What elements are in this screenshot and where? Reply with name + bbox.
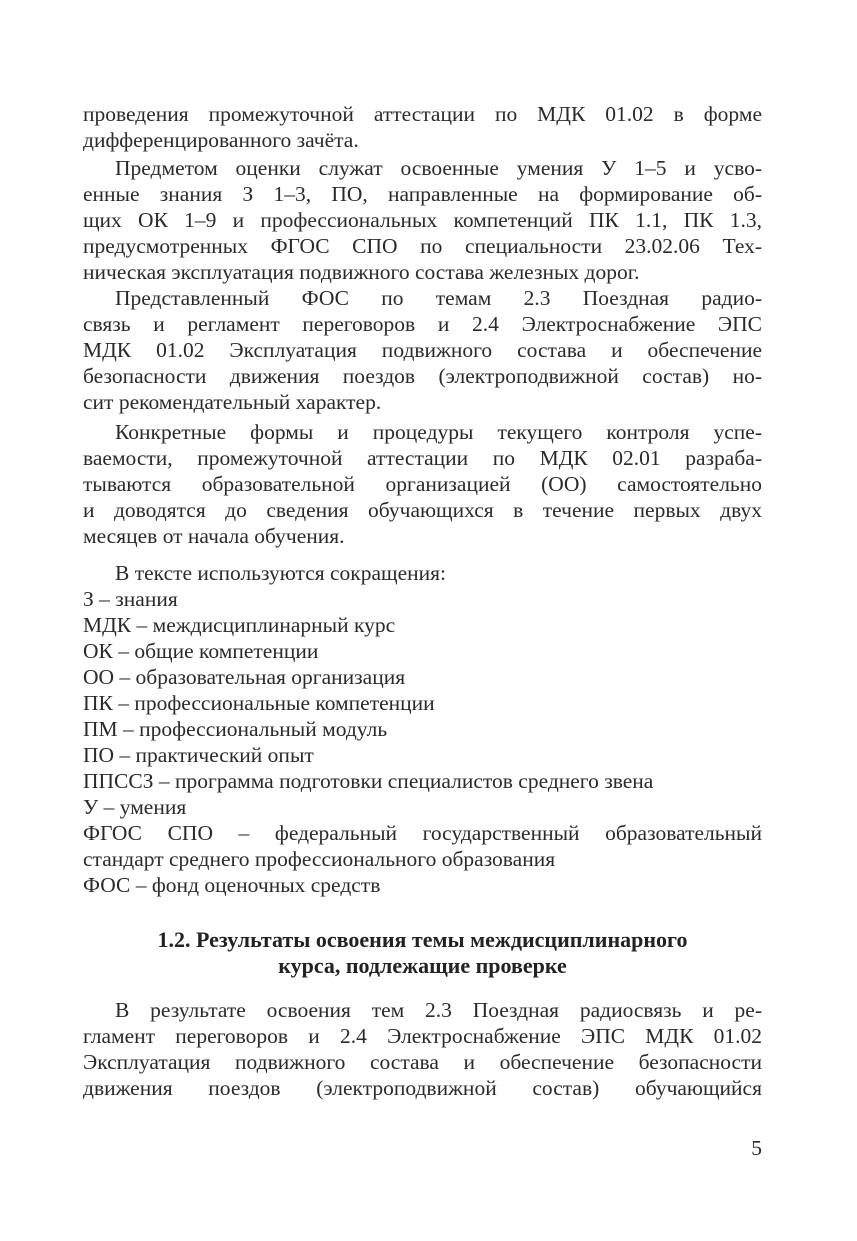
text-line: Конкретные формы и процедуры текущего контроля успе- bbox=[115, 420, 762, 444]
abbreviation-item: МДК – междисциплинарный курс bbox=[83, 613, 396, 637]
text-line: тываются образовательной организацией (ОО) самостоятельно bbox=[83, 472, 762, 496]
text-line: щих ОК 1–9 и профессиональных компетенций ПК 1.1, ПК 1.3, bbox=[83, 208, 762, 232]
paragraph-2 bbox=[83, 155, 762, 285]
text-line: Представленный ФОС по темам 2.3 Поездная радио- bbox=[115, 286, 762, 310]
text-line: дифференцированного зачёта. bbox=[83, 128, 359, 152]
paragraph-1 bbox=[83, 101, 762, 153]
text-line: енные знания З 1–3, ПО, направленные на формирование об- bbox=[83, 182, 762, 206]
abbreviations-list bbox=[83, 560, 762, 898]
abbreviation-item: ПО – практический опыт bbox=[83, 743, 314, 767]
text-line: гламент переговоров и 2.4 Электроснабжение ЭПС МДК 01.02 bbox=[83, 1024, 762, 1048]
text-line: В результате освоения тем 2.3 Поездная радиосвязь и ре- bbox=[115, 998, 762, 1022]
section-heading-line: 1.2. Результаты освоения темы междисциплинарного bbox=[157, 927, 688, 952]
text-line: месяцев от начала обучения. bbox=[83, 524, 345, 548]
abbreviation-item: ПК – профессиональные компетенции bbox=[83, 691, 435, 715]
abbreviation-item: стандарт среднего профессионального образования bbox=[83, 847, 556, 871]
text-line: ваемости, промежуточной аттестации по МДК 02.01 разраба- bbox=[83, 446, 762, 470]
text-line: Предметом оценки служат освоенные умения У 1–5 и усво- bbox=[115, 156, 762, 180]
abbreviations-intro: В тексте используются сокращения: bbox=[115, 561, 447, 585]
paragraph-3 bbox=[83, 285, 762, 415]
paragraph-4 bbox=[83, 419, 762, 549]
text-line: Эксплуатация подвижного состава и обеспечение безопасности bbox=[83, 1050, 762, 1074]
text-line: МДК 01.02 Эксплуатация подвижного состава и обеспечение bbox=[83, 338, 762, 362]
text-line: движения поездов (электроподвижной состав) обучающийся bbox=[83, 1076, 762, 1100]
text-line: сит рекомендательный характер. bbox=[83, 390, 382, 414]
section-heading bbox=[83, 927, 762, 979]
page-number: 5 bbox=[751, 1136, 762, 1160]
text-line: безопасности движения поездов (электроподвижной состав) но- bbox=[83, 364, 762, 388]
paragraph-5 bbox=[83, 997, 762, 1101]
text-line: связь и регламент переговоров и 2.4 Электроснабжение ЭПС bbox=[83, 312, 762, 336]
text-line: предусмотренных ФГОС СПО по специальности 23.02.06 Тех- bbox=[83, 234, 762, 258]
abbreviation-item: ФГОС СПО – федеральный государственный образовательный bbox=[83, 821, 762, 845]
section-heading-line: курса, подлежащие проверке bbox=[278, 953, 567, 978]
abbreviation-item: ОК – общие компетенции bbox=[83, 639, 319, 663]
abbreviation-item: ФОС – фонд оценочных средств bbox=[83, 873, 381, 897]
abbreviation-item: ОО – образовательная организация bbox=[83, 665, 406, 689]
text-line: проведения промежуточной аттестации по МДК 01.02 в форме bbox=[83, 102, 762, 126]
text-line: и доводятся до сведения обучающихся в течение первых двух bbox=[83, 498, 762, 522]
abbreviation-item: У – умения bbox=[83, 795, 187, 819]
abbreviation-item: ПМ – профессиональный модуль bbox=[83, 717, 388, 741]
text-line: ническая эксплуатация подвижного состава железных дорог. bbox=[83, 260, 640, 284]
abbreviation-item: ППССЗ – программа подготовки специалистов среднего звена bbox=[83, 769, 654, 793]
abbreviation-item: З – знания bbox=[83, 587, 178, 611]
